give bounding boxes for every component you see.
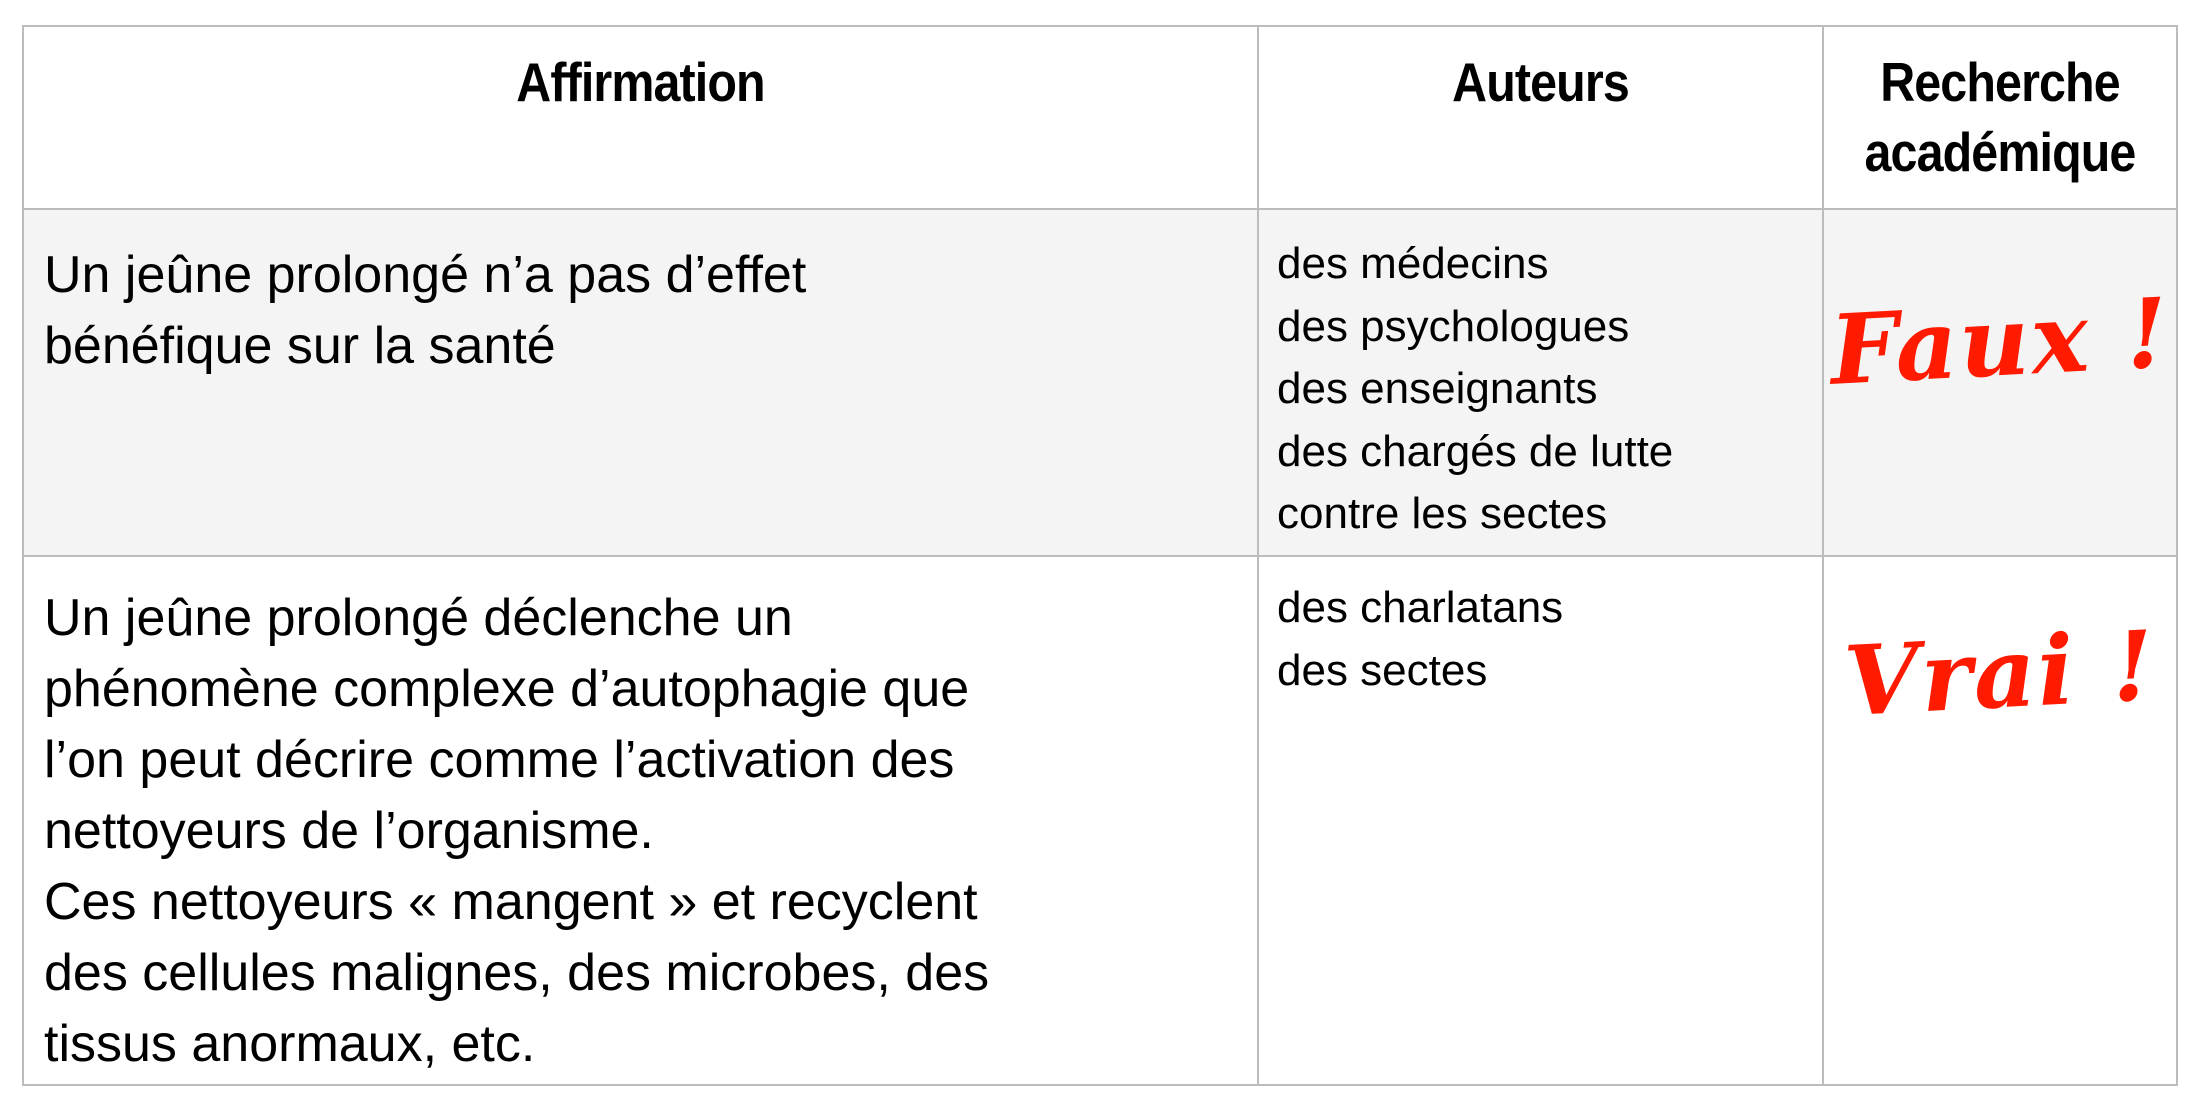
affirmation-text: Un jeûne prolongé n’a pas d’effet bénéfique sur la santé (44, 246, 807, 375)
affirmation-cell (24, 557, 1257, 1084)
header-recherche-line1: Recherche (1880, 51, 2120, 113)
recherche-cell (1822, 210, 2176, 555)
header-cell-affirmation (24, 27, 1257, 208)
comparison-table (22, 25, 2178, 1086)
auteur-item: des charlatans (1277, 583, 1564, 632)
auteurs-list (1277, 577, 1814, 702)
table-header-row (24, 27, 2176, 208)
affirmation-text: Un jeûne prolongé déclenche un phénomène complexe d’autophagie que l’on peut décrire comme l’activation des nettoyeurs de l’organisme. Ces nettoyeurs « mangent » et recyclent des cellules malignes, des microbes, des tissus anormaux, etc. (44, 589, 990, 1073)
verdict-vrai: Vrai ! (1841, 608, 2159, 739)
header-recherche (1845, 47, 2155, 187)
auteur-item: des chargés de lutte (1277, 426, 1674, 476)
table-row (24, 208, 2176, 555)
auteur-item: des enseignants (1277, 364, 1598, 413)
auteur-item: des sectes (1277, 645, 1488, 695)
auteurs-cell (1257, 557, 1822, 1084)
header-cell-auteurs (1257, 27, 1822, 208)
affirmation-cell (24, 210, 1257, 555)
header-affirmation: Affirmation (516, 51, 765, 113)
auteur-item: des médecins (1277, 239, 1549, 288)
header-auteurs: Auteurs (1452, 51, 1629, 113)
recherche-cell (1822, 557, 2176, 1084)
verdict-faux: Faux ! (1827, 276, 2173, 407)
auteur-item: des psychologues (1277, 301, 1630, 351)
auteur-item: contre les sectes (1277, 489, 1608, 538)
table-row (24, 555, 2176, 1084)
auteurs-list (1277, 233, 1814, 546)
header-cell-recherche (1822, 27, 2176, 208)
auteurs-cell (1257, 210, 1822, 555)
header-recherche-line2: académique (1864, 121, 2136, 183)
